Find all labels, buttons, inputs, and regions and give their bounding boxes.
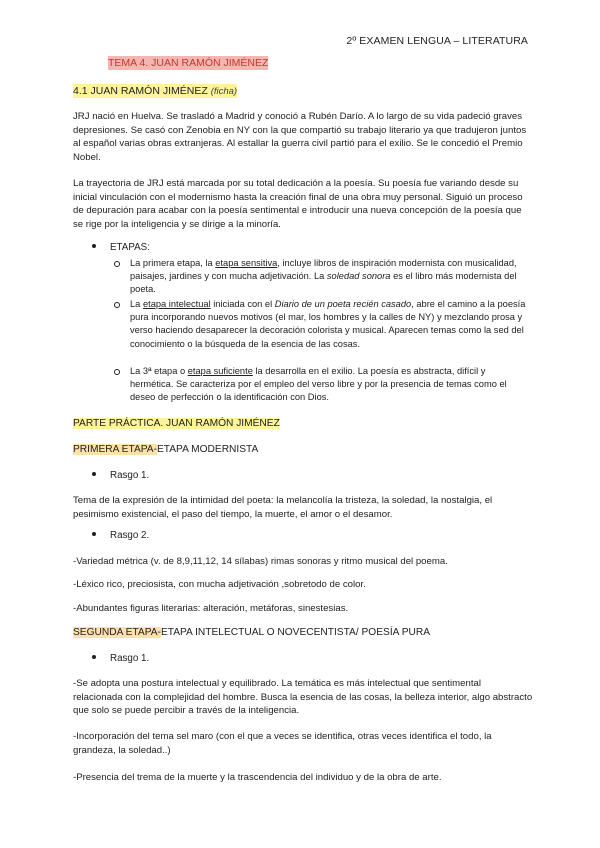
circle-bullet-icon <box>114 302 120 308</box>
practice-heading <box>73 418 280 429</box>
etapa-text: La 3ª etapa o <box>130 366 188 376</box>
rasgo-bullet <box>92 470 149 481</box>
rasgo-paragraph: -Incorporación del tema sel maro (con el que a veces se identifica, otras veces identifica el todo, la grandeza, la soledad..) <box>73 731 492 756</box>
rasgo-label: Rasgo 2. <box>110 530 150 541</box>
etapa-text: , abre el camino a la poesía pura incorporando nuevos motivos (el mar, los hombres y la calles de NY) y mezclando prosa y verso haciendo desaparecer la decoración colorista y musical. Aparecen temas como la sed del conocimiento o la búsqueda de la esencia de las cosas. <box>130 299 526 349</box>
etapa-text: iniciada con el <box>210 299 275 309</box>
rasgo-paragraph: -Se adopta una postura intelectual y equilibrado. La temática es más intelectual que sentimental relacionada con la complejidad del hombre. Busca la esencia de las cosas, la belleza interior, algo abstracto que solo se puede percibir a través de la inteligencia. <box>73 678 533 717</box>
bullet-dot-icon <box>92 472 96 476</box>
etapa-text: la desarrolla en el exilio. La poesía es abstracta, difícil y hermética. Se caracteriza por el empleo del verso libre y por la presencia de temas como el deseo de perfección o la identificación con Dios. <box>130 366 507 403</box>
rasgo-label: Rasgo 1. <box>110 653 150 664</box>
circle-bullet-icon <box>114 369 120 375</box>
page-header: 2º EXAMEN LENGUA – LITERATURA <box>346 35 528 47</box>
rasgo-bullet <box>92 530 149 541</box>
etapa-item <box>130 365 530 405</box>
etapa-text: , incluye libros de inspiración modernista con musicalidad, paisajes, jardines y con mucha adjetivación. La <box>130 258 517 282</box>
book-title: Diario de un poeta recién casado <box>274 299 412 309</box>
etapa-text: La primera etapa, la <box>130 258 216 268</box>
section-heading <box>73 84 237 98</box>
first-stage-heading <box>73 444 258 455</box>
etapa-name: etapa sensitiva <box>215 258 278 268</box>
rasgo-line: -Abundantes figuras literarias: alteración, metáforas, sinestesias. <box>73 603 349 614</box>
page-title: TEMA 4. JUAN RAMÓN JIMÉNEZ <box>108 57 269 69</box>
second-stage-title: ETAPA INTELECTUAL O NOVECENTISTA/ POESÍA PURA <box>160 627 431 638</box>
etapa-name: etapa suficiente <box>187 366 253 376</box>
bullet-dot-icon <box>92 655 96 659</box>
circle-bullet-icon <box>114 261 120 267</box>
rasgo-line: -Léxico rico, preciosista, con mucha adjetivación ,sobretodo de color. <box>73 579 366 590</box>
practice-heading-text: PARTE PRÁCTICA. JUAN RAMÓN JIMÉNEZ <box>73 418 280 429</box>
rasgo-label: Rasgo 1. <box>110 470 150 481</box>
rasgo-paragraph: Tema de la expresión de la intimidad del poeta: la melancolía la tristeza, la soledad, la nostalgia, el pesimismo existencial, el paso del tiempo, la muerte, el amor o el desamor. <box>73 495 493 520</box>
second-stage-label: SEGUNDA ETAPA- <box>73 627 161 638</box>
section-heading-note: (ficha) <box>210 86 238 97</box>
etapa-item <box>130 257 530 297</box>
etapas-bullet <box>92 242 150 253</box>
etapa-text: es el libro más modernista del poeta. <box>130 271 517 295</box>
biography-paragraph: JRJ nació en Huelva. Se trasladó a Madrid y conoció a Rubén Darío. A lo largo de su vida padeció graves depresiones. Se casó con Zenobia en NY con la que compartió su trabajo literario ya que tradujeron juntos al español varias obras extranjeras. Al estallar la guerra civil partió para el exilio. Se le concedió el Premio Nobel. <box>73 111 527 163</box>
section-heading-text: 4.1 JUAN RAMÓN JIMÉNEZ <box>73 85 208 97</box>
first-stage-label: PRIMERA ETAPA- <box>73 444 157 455</box>
first-stage-title: ETAPA MODERNISTA <box>156 444 259 455</box>
bullet-dot-icon <box>92 532 96 536</box>
trajectory-paragraph: La trayectoria de JRJ está marcada por su total dedicación a la poesía. Su poesía fue variando desde su inicial vinculación con el modernismo hasta la creación final de una obra muy personal. Siguió un proceso de depuración para acabar con la poesía sentimental e introducir una nueva concepción de la poesía que se rige por la inteligencia y se dirige a la minoría. <box>73 178 523 230</box>
second-stage-heading <box>73 627 430 638</box>
bullet-dot-icon <box>92 244 96 248</box>
rasgo-paragraph: -Presencia del trema de la muerte y la trascendencia del individuo y de la obra de arte. <box>73 772 442 783</box>
etapas-label: ETAPAS: <box>110 242 150 253</box>
book-title: soledad sonora <box>326 271 391 282</box>
rasgo-bullet <box>92 653 149 664</box>
etapa-text: La <box>130 299 143 309</box>
etapa-item <box>130 298 530 351</box>
etapa-name: etapa intelectual <box>142 299 211 309</box>
rasgo-line: -Variedad métrica (v. de 8,9,11,12, 14 sílabas) rimas sonoras y ritmo musical del poema. <box>73 556 448 567</box>
